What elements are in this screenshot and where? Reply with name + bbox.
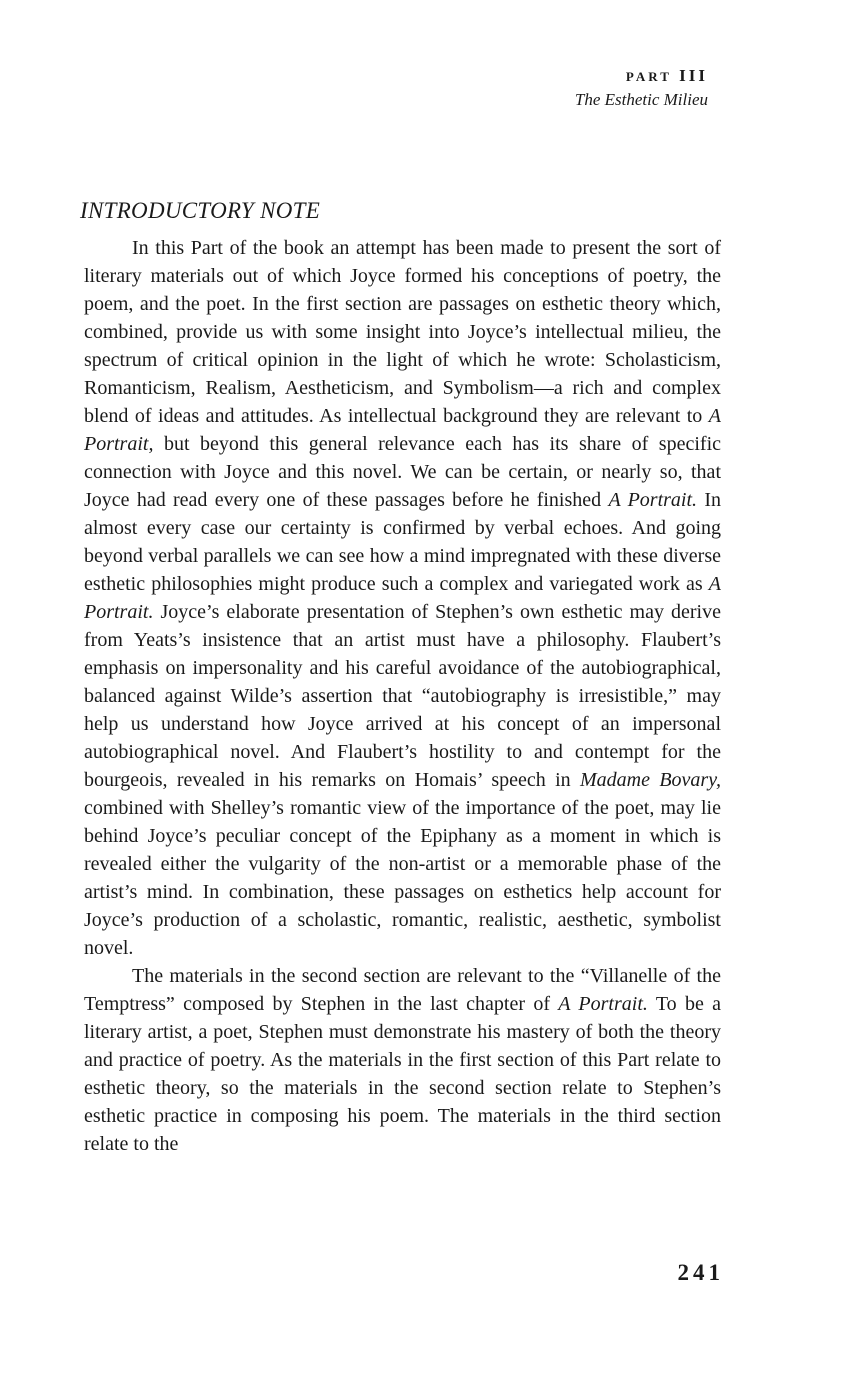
paragraph-text: In almost every case our certainty is confirmed by verbal echoes. And going beyond verbal parallels we can see how a mind impregnated with these diverse esthetic philosophies might produce such a complex and variegated work as: [84, 489, 721, 595]
italic-title-text: A Portrait.: [558, 993, 648, 1015]
italic-title-text: Madame Bovary,: [580, 769, 721, 791]
body-paragraph: [84, 962, 721, 1158]
paragraph-text: but beyond this general relevance each has its share of specific connection with Joyce and this novel. We can be certain, or nearly so, that Joyce had read every one of these passages before he finished: [84, 433, 721, 511]
page-number: 241: [677, 1260, 724, 1285]
italic-title-text: A Portrait.: [84, 573, 721, 623]
running-head: [575, 64, 708, 111]
paragraph-text: combined with Shelley’s romantic view of the importance of the poet, may lie behind Joyce’s peculiar concept of the Epiphany as a moment in which is revealed either the vulgarity of the non-artist or a memorable phase of the artist’s mind. In combination, these passages on esthetics help account for Joyce’s production of a scholastic, romantic, realistic, aesthetic, symbolist novel.: [84, 797, 721, 959]
paragraph-text: To be a literary artist, a poet, Stephen must demonstrate his mastery of both the theory and practice of poetry. As the materials in the first section of this Part relate to esthetic theory, so the materials in the second section relate to Stephen’s esthetic practice in composing his poem. The materials in the third section relate to the: [84, 993, 721, 1155]
italic-title-text: A Portrait.: [608, 489, 698, 511]
body-paragraph: [84, 234, 721, 962]
part-number: III: [679, 66, 708, 85]
body-text: [84, 234, 721, 1158]
paragraph-text: In this Part of the book an attempt has been made to present the sort of literary materials out of which Joyce formed his conceptions of poetry, the poem, and the poet. In the first section are passages on esthetic theory which, combined, provide us with some insight into Joyce’s intellectual milieu, the spectrum of critical opinion in the light of which he wrote: Scholasticism, Romanticism, Realism, Aestheticism, and Symbolism—a rich and complex blend of ideas and attitudes. As intellectual background they are relevant to: [84, 237, 721, 427]
paragraph-text: Joyce’s elaborate presentation of Stephen’s own esthetic may derive from Yeats’s insistence that an artist must have a philosophy. Flaubert’s emphasis on impersonality and his careful avoidance of the autobiographical, balanced against Wilde’s assertion that “autobiography is irresistible,” may help us understand how Joyce arrived at his concept of an impersonal autobiographical novel. And Flaubert’s hostility to and contempt for the bourgeois, revealed in his remarks on Homais’ speech in: [84, 601, 721, 791]
italic-title-text: A Portrait,: [84, 405, 721, 455]
part-word: PART: [625, 69, 672, 84]
paragraph-text: The materials in the second section are relevant to the “Villanelle of the Temptress” composed by Stephen in the last chapter of: [84, 965, 721, 1015]
section-heading: INTRODUCTORY NOTE: [80, 198, 321, 223]
part-title: The Esthetic Milieu: [574, 90, 708, 109]
part-label: [575, 64, 708, 89]
